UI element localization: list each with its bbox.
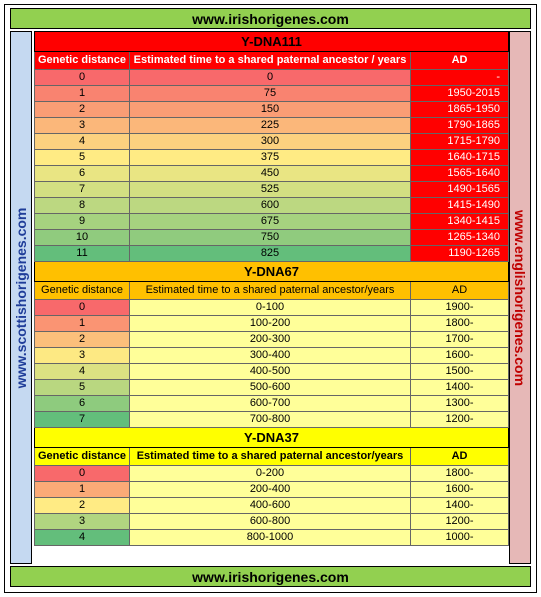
ad-range-cell: 1865-1950: [411, 102, 509, 118]
table-row: [35, 102, 509, 118]
estimated-years-cell: 300-400: [130, 348, 411, 364]
ad-range-cell: 1000-: [411, 530, 509, 546]
top-banner[interactable]: [10, 8, 531, 29]
estimated-years-cell: 825: [130, 246, 411, 262]
ad-range-cell: 1950-2015: [411, 86, 509, 102]
genetic-distance-cell: 3: [35, 118, 130, 134]
ad-range-cell: 1340-1415: [411, 214, 509, 230]
estimated-years-cell: 0-200: [130, 466, 411, 482]
ydna67-header-row: [35, 282, 509, 300]
table-row: [35, 466, 509, 482]
ydna37-header-years: Estimated time to a shared paternal ancestor/years: [130, 448, 411, 466]
right-side-text[interactable]: www.englishorigenes.com: [512, 209, 528, 386]
estimated-years-cell: 450: [130, 166, 411, 182]
ydna37-header-ad: AD: [411, 448, 509, 466]
table-row: [35, 364, 509, 380]
table-row: [35, 380, 509, 396]
estimated-years-cell: 500-600: [130, 380, 411, 396]
estimated-years-cell: 400-500: [130, 364, 411, 380]
ad-range-cell: 1700-: [411, 332, 509, 348]
genetic-distance-cell: 5: [35, 150, 130, 166]
genetic-distance-cell: 7: [35, 412, 130, 428]
table-row: [35, 134, 509, 150]
table-row: [35, 214, 509, 230]
genetic-distance-table: [34, 31, 509, 546]
estimated-years-cell: 675: [130, 214, 411, 230]
left-side-text[interactable]: www.scottishorigenes.com: [13, 207, 29, 388]
estimated-years-cell: 750: [130, 230, 411, 246]
table-row: [35, 396, 509, 412]
genetic-distance-cell: 5: [35, 380, 130, 396]
ad-range-cell: 1800-: [411, 316, 509, 332]
genetic-distance-cell: 2: [35, 102, 130, 118]
table-row: [35, 530, 509, 546]
genetic-distance-cell: 3: [35, 348, 130, 364]
genetic-distance-cell: 4: [35, 364, 130, 380]
bottom-banner[interactable]: [10, 566, 531, 587]
table-row: [35, 332, 509, 348]
ydna67-section: [35, 262, 509, 428]
estimated-years-cell: 600: [130, 198, 411, 214]
ad-range-cell: 1490-1565: [411, 182, 509, 198]
ad-range-cell: 1900-: [411, 300, 509, 316]
ydna37-header-gd: Genetic distance: [35, 448, 130, 466]
ad-range-cell: 1790-1865: [411, 118, 509, 134]
estimated-years-cell: 150: [130, 102, 411, 118]
genetic-distance-cell: 0: [35, 300, 130, 316]
table-row: [35, 198, 509, 214]
table-row: [35, 412, 509, 428]
ydna37-section: [35, 428, 509, 546]
ydna37-header-row: [35, 448, 509, 466]
left-side-banner[interactable]: [10, 31, 32, 564]
genetic-distance-cell: 6: [35, 166, 130, 182]
estimated-years-cell: 0-100: [130, 300, 411, 316]
ydna67-header-gd: Genetic distance: [35, 282, 130, 300]
ad-range-cell: 1400-: [411, 380, 509, 396]
genetic-distance-cell: 0: [35, 70, 130, 86]
genetic-distance-cell: 7: [35, 182, 130, 198]
ad-range-cell: -: [411, 70, 509, 86]
bottom-banner-text[interactable]: www.irishorigenes.com: [192, 568, 349, 585]
table-row: [35, 498, 509, 514]
top-banner-text[interactable]: www.irishorigenes.com: [192, 10, 349, 27]
estimated-years-cell: 225: [130, 118, 411, 134]
genetic-distance-cell: 1: [35, 86, 130, 102]
estimated-years-cell: 200-300: [130, 332, 411, 348]
ad-range-cell: 1600-: [411, 482, 509, 498]
estimated-years-cell: 400-600: [130, 498, 411, 514]
ad-range-cell: 1400-: [411, 498, 509, 514]
genetic-distance-cell: 4: [35, 530, 130, 546]
table-row: [35, 482, 509, 498]
genetic-distance-cell: 8: [35, 198, 130, 214]
ydna111-title: Y-DNA111: [35, 32, 509, 52]
genetic-distance-cell: 1: [35, 482, 130, 498]
ydna111-header-gd: Genetic distance: [35, 52, 130, 70]
ydna111-header-row: [35, 52, 509, 70]
estimated-years-cell: 525: [130, 182, 411, 198]
ydna111-title-row: [35, 32, 509, 52]
ad-range-cell: 1200-: [411, 514, 509, 530]
table-row: [35, 316, 509, 332]
table-row: [35, 246, 509, 262]
ydna37-title-row: [35, 428, 509, 448]
table-row: [35, 166, 509, 182]
genetic-distance-cell: 1: [35, 316, 130, 332]
genetic-distance-cell: 0: [35, 466, 130, 482]
genetic-distance-cell: 9: [35, 214, 130, 230]
ad-range-cell: 1800-: [411, 466, 509, 482]
table-row: [35, 86, 509, 102]
table-row: [35, 70, 509, 86]
genetic-distance-cell: 2: [35, 332, 130, 348]
estimated-years-cell: 75: [130, 86, 411, 102]
ydna67-header-ad: AD: [411, 282, 509, 300]
ad-range-cell: 1415-1490: [411, 198, 509, 214]
estimated-years-cell: 0: [130, 70, 411, 86]
estimated-years-cell: 700-800: [130, 412, 411, 428]
estimated-years-cell: 600-700: [130, 396, 411, 412]
ad-range-cell: 1715-1790: [411, 134, 509, 150]
ad-range-cell: 1300-: [411, 396, 509, 412]
table-row: [35, 230, 509, 246]
ydna111-header-ad: AD: [411, 52, 509, 70]
ad-range-cell: 1200-: [411, 412, 509, 428]
genetic-distance-cell: 4: [35, 134, 130, 150]
ad-range-cell: 1500-: [411, 364, 509, 380]
estimated-years-cell: 300: [130, 134, 411, 150]
table-row: [35, 118, 509, 134]
ydna111-section: [35, 32, 509, 262]
ydna37-title: Y-DNA37: [35, 428, 509, 448]
estimated-years-cell: 800-1000: [130, 530, 411, 546]
table-row: [35, 182, 509, 198]
ad-range-cell: 1600-: [411, 348, 509, 364]
table-row: [35, 150, 509, 166]
genetic-distance-cell: 2: [35, 498, 130, 514]
genetic-distance-cell: 6: [35, 396, 130, 412]
ad-range-cell: 1190-1265: [411, 246, 509, 262]
table-row: [35, 514, 509, 530]
genetic-distance-cell: 3: [35, 514, 130, 530]
ad-range-cell: 1640-1715: [411, 150, 509, 166]
ad-range-cell: 1565-1640: [411, 166, 509, 182]
estimated-years-cell: 100-200: [130, 316, 411, 332]
estimated-years-cell: 600-800: [130, 514, 411, 530]
ydna67-title: Y-DNA67: [35, 262, 509, 282]
ad-range-cell: 1265-1340: [411, 230, 509, 246]
genetic-distance-cell: 10: [35, 230, 130, 246]
estimated-years-cell: 375: [130, 150, 411, 166]
ydna67-title-row: [35, 262, 509, 282]
table-row: [35, 348, 509, 364]
table-row: [35, 300, 509, 316]
estimated-years-cell: 200-400: [130, 482, 411, 498]
ydna67-header-years: Estimated time to a shared paternal ancestor/years: [130, 282, 411, 300]
ydna111-header-years: Estimated time to a shared paternal ancestor / years: [130, 52, 411, 70]
right-side-banner[interactable]: [509, 31, 531, 564]
genetic-distance-cell: 11: [35, 246, 130, 262]
